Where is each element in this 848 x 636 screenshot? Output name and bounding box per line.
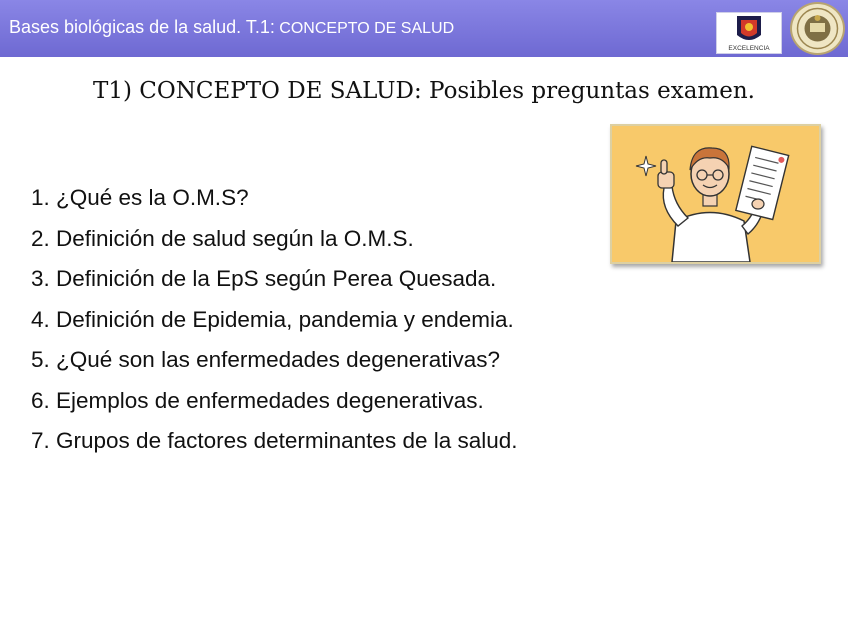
list-item: 4. Definición de Epidemia, pandemia y endemia. bbox=[31, 306, 514, 332]
illustration-image bbox=[610, 124, 821, 264]
shield-icon bbox=[717, 13, 781, 53]
slide-title: T1) CONCEPTO DE SALUD: Posibles preguntas examen. bbox=[93, 78, 755, 104]
seal-icon bbox=[792, 4, 843, 53]
header-bar bbox=[0, 0, 848, 57]
list-item: 2. Definición de salud según la O.M.S. bbox=[31, 225, 414, 251]
question-list bbox=[31, 178, 518, 462]
header-title-prefix: Bases biológicas de la salud. T.1: bbox=[9, 17, 275, 37]
logo-caption: EXCELENCIA bbox=[728, 45, 770, 52]
list-item: 7. Grupos de factores determinantes de la salud. bbox=[31, 428, 518, 453]
list-item: 1. ¿Qué es la O.M.S? bbox=[31, 185, 249, 210]
person-with-checklist-icon bbox=[612, 126, 819, 262]
list-item: 6. Ejemplos de enfermedades degenerativas. bbox=[31, 387, 484, 413]
school-seal-logo bbox=[790, 2, 845, 55]
header-title bbox=[9, 17, 454, 38]
list-item: 3. Definición de la EpS según Perea Quesada. bbox=[31, 266, 497, 291]
university-logo bbox=[716, 12, 782, 54]
header-title-topic: CONCEPTO DE SALUD bbox=[274, 20, 455, 37]
list-item: 5. ¿Qué son las enfermedades degenerativas? bbox=[31, 347, 501, 372]
